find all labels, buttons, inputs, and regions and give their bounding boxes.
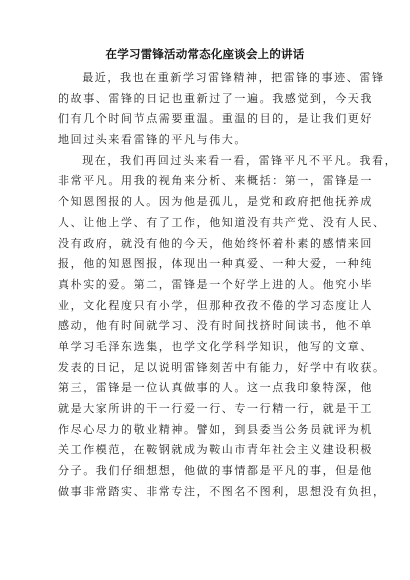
text-line: 业，文化程度只有小学，但那种孜孜不倦的学习态度让人 xyxy=(58,298,373,312)
text-line: 关工作模范，在鞍钢就成为鞍山市青年社会主义建设积极 xyxy=(58,443,373,457)
text-line: 单学习毛泽东选集，也学文化学科学知识，他写的文章、 xyxy=(58,339,373,353)
text-line: 最近，我也在重新学习雷锋精神，把雷锋的事迹、雷锋 xyxy=(82,71,385,84)
text-line: 感动，他有时间就学习、没有时间找挤时间读书，他不单 xyxy=(58,319,373,333)
text-line: 现在，我们再回过头来看一看，雷锋平凡不平凡。我看， xyxy=(82,153,398,167)
text-line: 发表的日记，足以说明雷锋刻苦中有能力，好学中有收获。 xyxy=(58,360,386,374)
text-line: 就是大家所讲的干一行爱一行、专一行精一行，就是干工 xyxy=(58,402,373,415)
text-line: 们有几个时间节点需要重温。重温的目的，是让我们更好 xyxy=(58,112,373,126)
document-title: 在学习雷锋活动常态化座谈会上的讲话 xyxy=(105,47,305,61)
text-line: 做事非常踏实、非常专注，不图名不图利，思想没有负担， xyxy=(58,484,386,498)
text-line: 人、让他上学、有了工作，他知道没有共产党、没有人民、 xyxy=(58,215,386,229)
text-line: 没有政府，就没有他的今天，他始终怀着朴素的感情来回 xyxy=(58,236,373,250)
text-line: 非常平凡。用我的视角来分析、来概括：第一，雷锋是一 xyxy=(58,174,373,188)
text-line: 的故事、雷锋的日记也重新过了一遍。我感觉到，今天我 xyxy=(58,91,373,105)
text-line: 分子。我们仔细想想，他做的事情都是平凡的事，但是他 xyxy=(58,464,373,478)
text-line: 个知恩图报的人。因为他是孤儿，是党和政府把他抚养成 xyxy=(58,195,373,209)
text-line: 真朴实的爱。第二，雷锋是一个好学上进的人。他究小毕 xyxy=(58,277,373,291)
text-line: 第三，雷锋是一位认真做事的人。这一点我印象特深，他 xyxy=(58,381,373,395)
text-line: 地回过头来看雷锋的平凡与伟大。 xyxy=(58,133,247,147)
document-body xyxy=(58,68,398,502)
text-line: 报，他的知恩图报，体现出一种真爱、一种大爱，一种纯 xyxy=(58,257,373,271)
text-line: 作尽心尽力的敬业精神。譬如，到县委当公务员就评为机 xyxy=(58,422,373,436)
